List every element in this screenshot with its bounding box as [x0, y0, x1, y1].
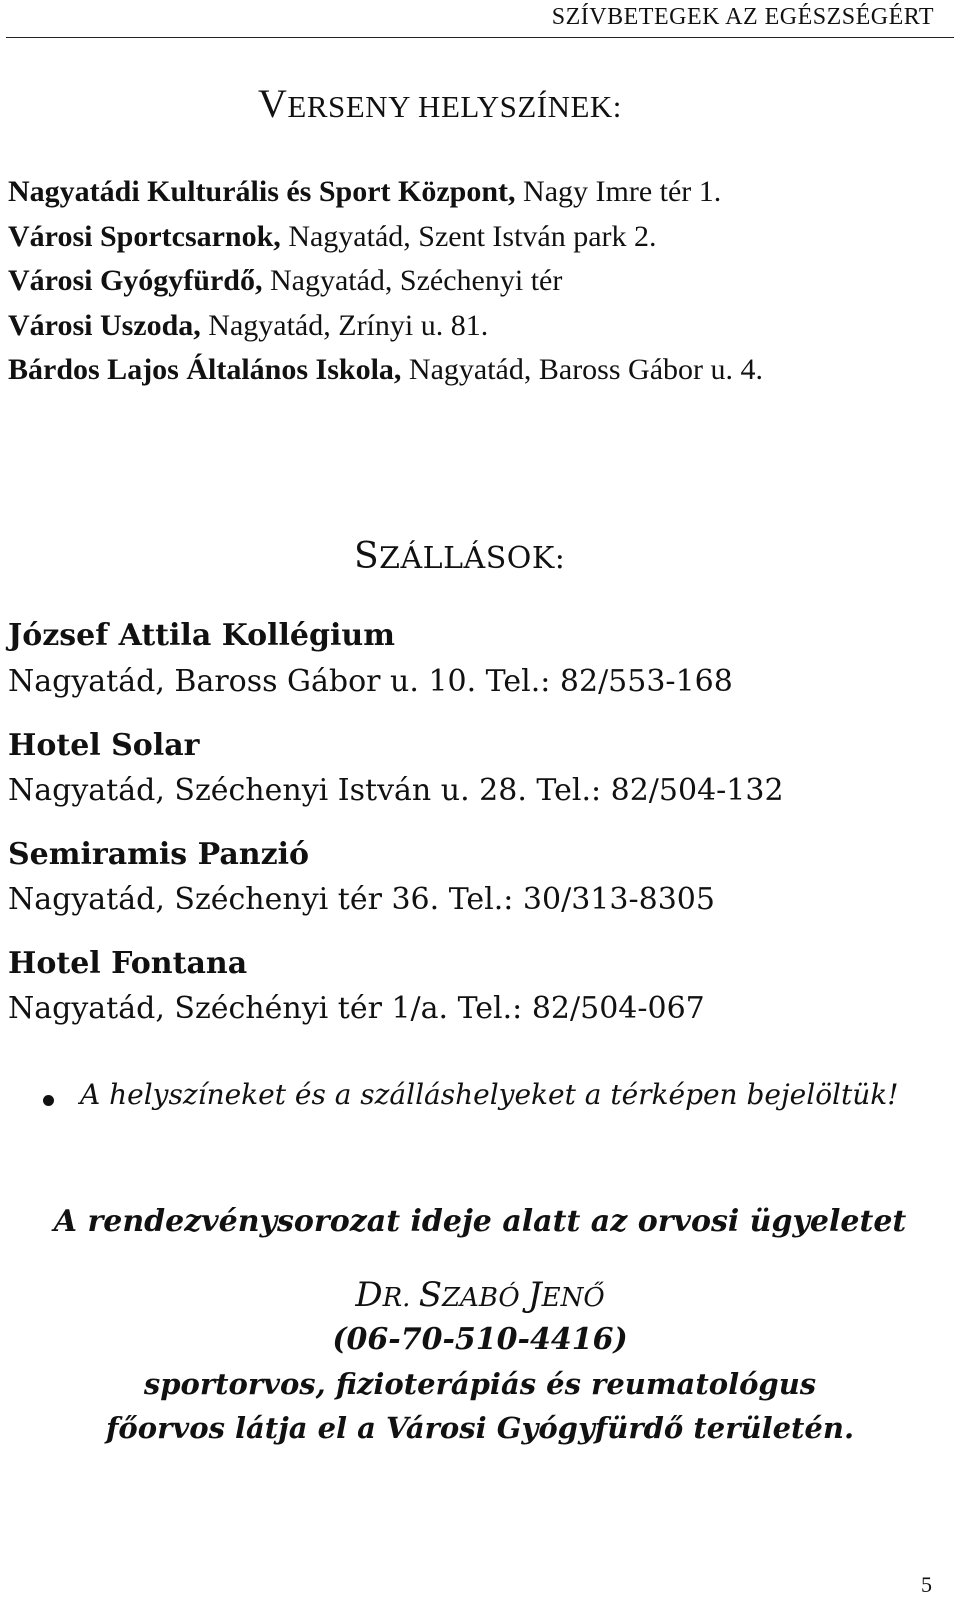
doctor-name-part: D — [355, 1275, 383, 1315]
accommodation-name: Semiramis Panzió — [8, 837, 310, 872]
venues-section-title — [258, 80, 622, 127]
venue-name: Bárdos Lajos Általános Iskola, — [8, 353, 402, 386]
doctor-name-part: R. — [382, 1283, 419, 1313]
accommodations-section-title — [354, 536, 565, 577]
accommodation-name: József Attila Kollégium — [8, 618, 395, 653]
doctor-phone: (06-70-510-4416) — [332, 1322, 628, 1357]
venue-item — [8, 264, 562, 298]
header-rule — [6, 37, 954, 38]
venues-title-rest: ERSENY HELYSZÍNEK: — [287, 89, 622, 124]
venue-item — [8, 175, 721, 209]
bullet-icon — [43, 1095, 54, 1106]
accommodation-address: Nagyatád, Baross Gábor u. 10. Tel.: 82/553-168 — [8, 664, 733, 699]
accommodation-address: Nagyatád, Széchenyi István u. 28. Tel.: 82/504-132 — [8, 773, 784, 808]
medical-duty-intro: A rendezvénysorozat ideje alatt az orvosi ügyeletet — [53, 1204, 907, 1239]
doctor-name-part: J — [528, 1275, 542, 1315]
doctor-name-part: ZABÓ — [441, 1283, 528, 1313]
doctor-location: főorvos látja el a Városi Gyógyfürdő területén. — [105, 1411, 855, 1445]
accommodation-address: Nagyatád, Széchényi tér 1/a. Tel.: 82/504-067 — [8, 991, 705, 1026]
accommodation-name: Hotel Solar — [8, 728, 200, 763]
venue-address: Nagyatád, Szent István park 2. — [280, 220, 657, 253]
doctor-name-part: ENŐ — [541, 1283, 605, 1313]
venue-item — [8, 220, 657, 254]
doctor-name — [0, 1275, 960, 1315]
venue-address: Nagyatád, Baross Gábor u. 4. — [401, 353, 764, 386]
venue-address: Nagyatád, Zrínyi u. 81. — [200, 309, 489, 342]
venue-name: Nagyatádi Kulturális és Sport Központ, — [8, 175, 516, 208]
venue-item — [8, 309, 488, 343]
accommodation-name: Hotel Fontana — [8, 946, 248, 981]
accommodations-title-initial: S — [354, 536, 380, 577]
running-header-title: SZÍVBETEGEK AZ EGÉSZSÉGÉRT — [551, 4, 934, 30]
venue-name: Városi Sportcsarnok, — [8, 220, 281, 253]
venue-address: Nagyatád, Széchenyi tér — [262, 264, 563, 297]
venues-title-initial: V — [258, 81, 288, 126]
venue-name: Városi Uszoda, — [8, 309, 201, 342]
doctor-specialty: sportorvos, fizioterápiás és reumatológus — [143, 1367, 817, 1401]
accommodation-address: Nagyatád, Széchenyi tér 36. Tel.: 30/313-8305 — [8, 882, 715, 917]
doctor-name-part: S — [418, 1275, 442, 1315]
venue-name: Városi Gyógyfürdő, — [8, 264, 263, 297]
accommodations-title-rest: ZÁLLÁSOK: — [379, 541, 566, 576]
page-number: 5 — [921, 1572, 932, 1597]
venue-address: Nagy Imre tér 1. — [515, 175, 722, 208]
venue-item — [8, 353, 763, 387]
map-note: A helyszíneket és a szálláshelyeket a térképen bejelöltük! — [80, 1078, 899, 1111]
